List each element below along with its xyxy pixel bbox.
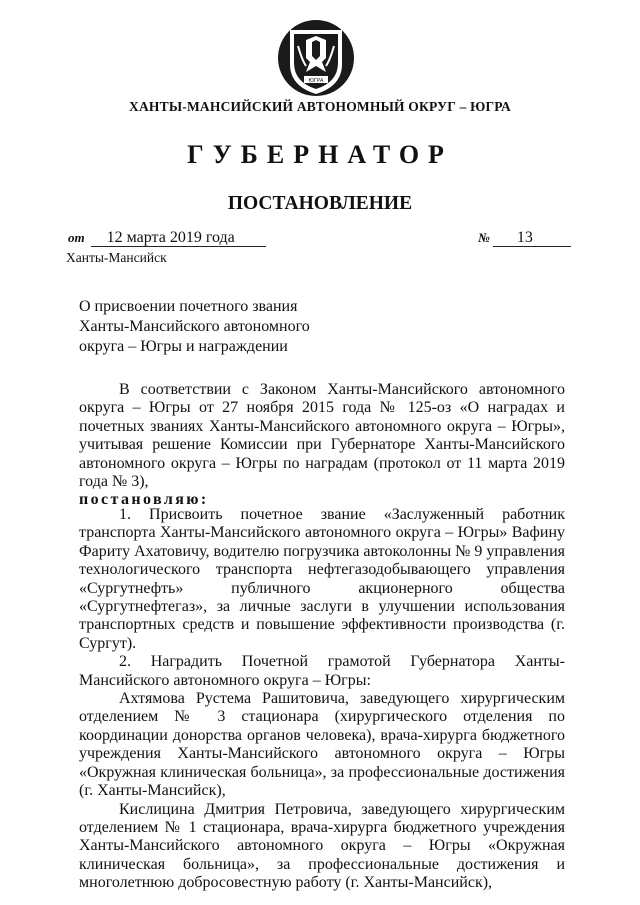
number-line — [478, 229, 571, 247]
decree-word: постановляю: — [79, 491, 209, 509]
emblem-lettering: ЮГРА — [308, 78, 324, 84]
authority-title: ГУБЕРНАТОР — [187, 140, 453, 169]
region-name: ХАНТЫ-МАНСИЙСКИЙ АВТОНОМНЫЙ ОКРУГ – ЮГРА — [129, 99, 511, 114]
document-subject: О присвоении почетного звания Ханты-Мансийского автономного округа – Югры и награждении — [79, 298, 310, 355]
coat-of-arms-emblem — [276, 16, 356, 100]
item-1: 1. Присвоить почетное звание «Заслуженный работник транспорта Ханты-Мансийского автономного округа – Югры» Вафину Фариту Ахатовичу, водителю погрузчика автоколонны № 9 управления технологического транспорта нефтегазодобывающего управления «Сургутнефть» публичного акционерного общества «Сургутнефтегаз», за личные заслуги в улучшении использования транспортных средств и повышение эффективности производства (г. Сургут). — [79, 506, 565, 652]
date-line — [68, 229, 266, 247]
decision-items — [79, 506, 565, 893]
issue-city: Ханты-Мансийск — [66, 250, 167, 265]
number-sign: № — [478, 230, 490, 245]
preamble-text: В соответствии с Законом Ханты-Мансийского автономного округа – Югры от 27 ноября 2015 года № 125-оз «О наградах и почетных званиях Ханты-Мансийского автономного округа – Югры», учитывая решение Комиссии при Губернаторе Ханты-Мансийского автономного округа – Югры по наградам (протокол от 11 марта 2019 года № 3), — [79, 381, 565, 491]
document-type: ПОСТАНОВЛЕНИЕ — [227, 193, 413, 214]
item-2: 2. Наградить Почетной грамотой Губернатора Ханты-Мансийского автономного округа – Югры: — [79, 653, 565, 689]
preamble-block — [79, 381, 565, 510]
award-recipient-2: Кислицина Дмитрия Петровича, заведующего хирургическим отделением № 1 стационара, врача-хирурга бюджетного учреждения Ханты-Мансийского автономного округа – Югры «Окружная клиническая больница», за профессиональные достижения и многолетнюю добросовестную работу (г. Ханты-Мансийск), — [79, 800, 565, 892]
date-prefix: от — [68, 230, 85, 245]
award-recipient-1: Ахтямова Рустема Рашитовича, заведующего хирургическим отделением № 3 стационара (хирургического отделения по координации донорства органов человека), врача-хирурга бюджетного учреждения Ханты-Мансийского автономного округа – Югры «Окружная клиническая больница», за профессиональные достижения (г. Ханты-Мансийск), — [79, 690, 565, 800]
document-number: 13 — [493, 229, 571, 247]
document-date: 12 марта 2019 года — [91, 229, 266, 247]
